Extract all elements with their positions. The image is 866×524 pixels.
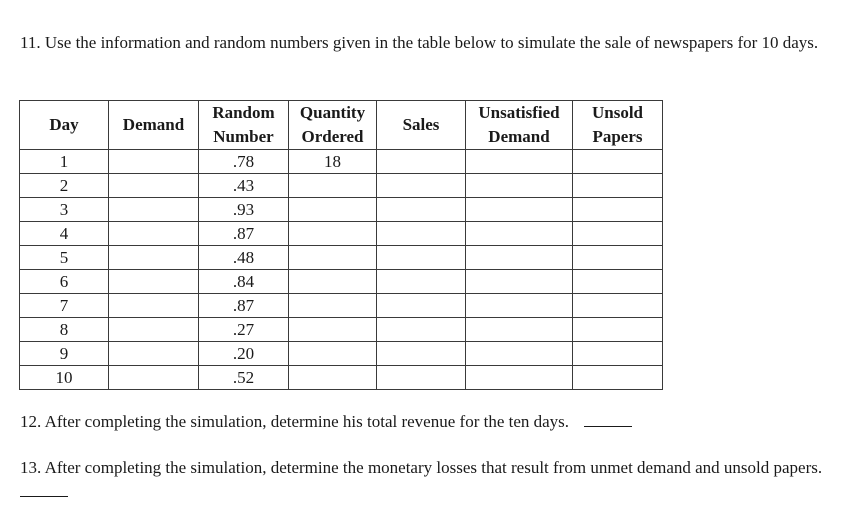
cell-random: .87 bbox=[199, 294, 289, 318]
column-header-line: Day bbox=[49, 115, 79, 134]
cell-unsatisfied[interactable] bbox=[466, 318, 573, 342]
question-11 bbox=[20, 31, 865, 55]
question-12-answer-blank[interactable] bbox=[584, 412, 632, 427]
column-header-line: Unsold bbox=[591, 103, 644, 122]
cell-day: 6 bbox=[20, 270, 109, 294]
question-12-number: 12. bbox=[20, 412, 42, 431]
cell-unsold[interactable] bbox=[573, 366, 663, 390]
cell-sales[interactable] bbox=[377, 270, 466, 294]
cell-demand[interactable] bbox=[109, 174, 199, 198]
cell-sales[interactable] bbox=[377, 198, 466, 222]
question-13-text: After completing the simulation, determine the monetary losses that result from unmet demand and unsold papers. bbox=[44, 458, 823, 477]
table-row bbox=[20, 342, 663, 366]
column-header-sales bbox=[377, 101, 466, 150]
cell-day: 9 bbox=[20, 342, 109, 366]
cell-day: 2 bbox=[20, 174, 109, 198]
column-header-line: Demand bbox=[122, 115, 185, 134]
table-body bbox=[20, 150, 663, 390]
cell-unsatisfied[interactable] bbox=[466, 270, 573, 294]
cell-demand[interactable] bbox=[109, 198, 199, 222]
cell-unsold[interactable] bbox=[573, 318, 663, 342]
cell-unsatisfied[interactable] bbox=[466, 150, 573, 174]
column-header-line: Unsatisfied bbox=[478, 103, 560, 122]
cell-sales[interactable] bbox=[377, 222, 466, 246]
cell-sales[interactable] bbox=[377, 366, 466, 390]
cell-sales[interactable] bbox=[377, 294, 466, 318]
table-row bbox=[20, 246, 663, 270]
cell-ordered: 18 bbox=[289, 150, 377, 174]
cell-sales[interactable] bbox=[377, 150, 466, 174]
cell-ordered[interactable] bbox=[289, 198, 377, 222]
cell-random: .43 bbox=[199, 174, 289, 198]
cell-unsatisfied[interactable] bbox=[466, 174, 573, 198]
question-13-answer-blank[interactable] bbox=[20, 482, 68, 497]
table-row bbox=[20, 174, 663, 198]
cell-day: 4 bbox=[20, 222, 109, 246]
column-header-line: Number bbox=[213, 127, 274, 146]
column-header-day bbox=[20, 101, 109, 150]
cell-sales[interactable] bbox=[377, 318, 466, 342]
cell-day: 10 bbox=[20, 366, 109, 390]
question-11-text: Use the information and random numbers given in the table below to simulate the sale of newspapers for 10 days. bbox=[44, 33, 819, 52]
table-row bbox=[20, 270, 663, 294]
cell-random: .48 bbox=[199, 246, 289, 270]
cell-ordered[interactable] bbox=[289, 342, 377, 366]
cell-demand[interactable] bbox=[109, 150, 199, 174]
cell-unsold[interactable] bbox=[573, 174, 663, 198]
cell-unsatisfied[interactable] bbox=[466, 222, 573, 246]
cell-unsold[interactable] bbox=[573, 198, 663, 222]
column-header-line: Demand bbox=[488, 127, 550, 146]
cell-unsatisfied[interactable] bbox=[466, 342, 573, 366]
cell-sales[interactable] bbox=[377, 246, 466, 270]
cell-random: .27 bbox=[199, 318, 289, 342]
cell-unsold[interactable] bbox=[573, 222, 663, 246]
cell-random: .78 bbox=[199, 150, 289, 174]
table-row bbox=[20, 198, 663, 222]
table-row bbox=[20, 318, 663, 342]
column-header-random-number bbox=[199, 101, 289, 150]
cell-ordered[interactable] bbox=[289, 246, 377, 270]
column-header-line: Papers bbox=[592, 127, 643, 146]
cell-unsatisfied[interactable] bbox=[466, 294, 573, 318]
cell-random: .20 bbox=[199, 342, 289, 366]
question-11-number: 11. bbox=[20, 33, 41, 52]
table-row bbox=[20, 294, 663, 318]
cell-unsold[interactable] bbox=[573, 294, 663, 318]
column-header-line: Quantity bbox=[299, 103, 366, 122]
cell-day: 8 bbox=[20, 318, 109, 342]
column-header-line: Sales bbox=[402, 115, 440, 134]
cell-ordered[interactable] bbox=[289, 270, 377, 294]
cell-unsold[interactable] bbox=[573, 150, 663, 174]
table-row bbox=[20, 366, 663, 390]
cell-random: .84 bbox=[199, 270, 289, 294]
cell-unsatisfied[interactable] bbox=[466, 198, 573, 222]
table-row bbox=[20, 222, 663, 246]
cell-random: .87 bbox=[199, 222, 289, 246]
cell-demand[interactable] bbox=[109, 222, 199, 246]
cell-day: 5 bbox=[20, 246, 109, 270]
simulation-table bbox=[19, 100, 663, 390]
column-header-unsold-papers bbox=[573, 101, 663, 150]
cell-unsold[interactable] bbox=[573, 270, 663, 294]
cell-random: .52 bbox=[199, 366, 289, 390]
cell-day: 3 bbox=[20, 198, 109, 222]
cell-ordered[interactable] bbox=[289, 174, 377, 198]
table-row bbox=[20, 150, 663, 174]
cell-ordered[interactable] bbox=[289, 318, 377, 342]
cell-unsatisfied[interactable] bbox=[466, 246, 573, 270]
column-header-unsatisfied-demand bbox=[466, 101, 573, 150]
cell-demand[interactable] bbox=[109, 294, 199, 318]
column-header-line: Ordered bbox=[301, 127, 364, 146]
cell-random: .93 bbox=[199, 198, 289, 222]
cell-demand[interactable] bbox=[109, 246, 199, 270]
question-13 bbox=[20, 456, 860, 504]
cell-ordered[interactable] bbox=[289, 222, 377, 246]
column-header-quantity-ordered bbox=[289, 101, 377, 150]
question-12-text: After completing the simulation, determine his total revenue for the ten days. bbox=[44, 412, 570, 431]
cell-day: 1 bbox=[20, 150, 109, 174]
cell-unsold[interactable] bbox=[573, 246, 663, 270]
cell-ordered[interactable] bbox=[289, 294, 377, 318]
cell-sales[interactable] bbox=[377, 342, 466, 366]
cell-unsatisfied[interactable] bbox=[466, 366, 573, 390]
cell-demand[interactable] bbox=[109, 270, 199, 294]
cell-demand[interactable] bbox=[109, 318, 199, 342]
cell-demand[interactable] bbox=[109, 366, 199, 390]
cell-day: 7 bbox=[20, 294, 109, 318]
column-header-line: Random bbox=[212, 103, 275, 122]
question-12 bbox=[20, 410, 632, 434]
table-header-row bbox=[20, 101, 663, 150]
column-header-demand bbox=[109, 101, 199, 150]
cell-unsold[interactable] bbox=[573, 342, 663, 366]
cell-demand[interactable] bbox=[109, 342, 199, 366]
question-13-number: 13. bbox=[20, 458, 42, 477]
cell-ordered[interactable] bbox=[289, 366, 377, 390]
cell-sales[interactable] bbox=[377, 174, 466, 198]
